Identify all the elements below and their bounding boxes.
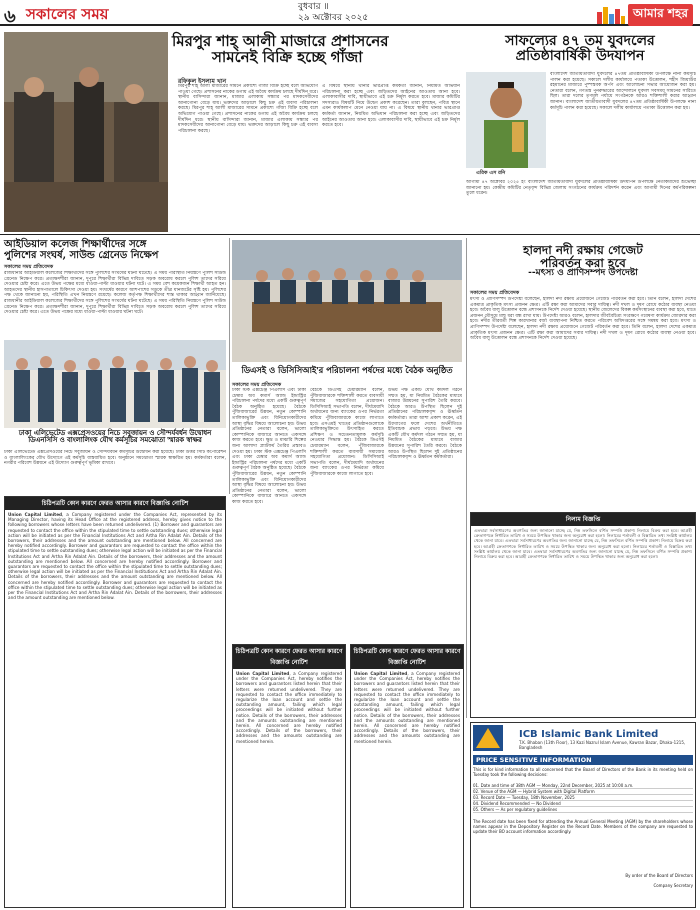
legal-notice-3-body: Union Capital Limited, a Company registered under the Companies Act, hereby notifies the borrowers and guarantors listed herein that their letters were returned undelivered. They are requested to contact the office immediately to regularize the loan account and settle the outstanding amount, failing which legal proceedings will be initiated without further notice. Details of the borrowers, their addresses and the amounts outstanding are mentioned herein. All concerned are hereby notified accordingly. Details of the borrowers, their addresses and the amounts outstanding are mentioned herein. <box>354 671 460 744</box>
legal-notice-1 <box>4 496 226 908</box>
dhaka-elevated-headline-line-2: ডিএনসিসি ও বাংলালিংক যৌথ কর্মসূচির সমঝোতা স্মারক স্বাক্ষর <box>28 436 202 445</box>
dse-meeting-body-col-1: ঢাকা স্টক এক্সচেঞ্জ পিএলসি এবং ঢাকা চেম্বার অব কমার্স অ্যান্ড ইন্ডাস্ট্রির পরিচালনা পর্ষদের মধ্যে একটি গুরুত্বপূর্ণ বৈঠক অনুষ্ঠিত হয়েছে। বৈঠকে পুঁজিবাজারের উন্নয়ন, নতুন কোম্পানি তালিকাভুক্তি এবং বিনিয়োগকারীদের আস্থা বৃদ্ধির বিষয়ে আলোচনা হয়। উভয় প্রতিষ্ঠানের নেতারা বলেন, ভালো কোম্পানিকে বাজারে আনতে একসঙ্গে কাজ করতে হবে। ক্ষুদ্র ও মাঝারি শিল্পের জন্য আলাদা প্ল্যাটফর্ম তৈরির প্রস্তাবও দেওয়া হয়। ঢাকা স্টক এক্সচেঞ্জ পিএলসি এবং ঢাকা চেম্বার অব কমার্স অ্যান্ড ইন্ডাস্ট্রির পরিচালনা পর্ষদের মধ্যে একটি গুরুত্বপূর্ণ বৈঠক অনুষ্ঠিত হয়েছে। বৈঠকে পুঁজিবাজারের উন্নয়ন, নতুন কোম্পানি তালিকাভুক্তি এবং বিনিয়োগকারীদের আস্থা বৃদ্ধির বিষয়ে আলোচনা হয়। উভয় প্রতিষ্ঠানের নেতারা বলেন, ভালো কোম্পানিকে বাজারে আনতে একসঙ্গে কাজ করতে হবে। <box>232 388 306 505</box>
dateline <box>298 2 368 24</box>
halda-body: মৎস্য ও প্রাণিসম্পদ উপদেষ্টা বলেছেন, হালদা নদী রক্ষায় প্রয়োজনে গেজেট পরিবর্তন করা হবে। তিনি বলেন, হালদা দেশের একমাত্র প্রাকৃতিক মৎস্য প্রজনন ক্ষেত্র। এটি রক্ষা করা আমাদের সবার দায়িত্ব। নদী দখল ও দূষণ রোধে কঠোর ব্যবস্থা নেওয়া হবে। অবৈধ বালু উত্তোলন বন্ধে প্রশাসনকে নির্দেশ দেওয়া হয়েছে। স্থানীয় জেলেদের বিকল্প কর্মসংস্থানের ব্যবস্থা করা হবে, যাতে প্রজনন মৌসুমে মাছ ধরা বন্ধ রাখা যায়। উপদেষ্টা আরও বলেন, হালদার জীববৈচিত্র্য সংরক্ষণে গবেষণা কার্যক্রম জোরদার করা হবে। নদীর তীরবর্তী শিল্প কারখানার বর্জ্য ব্যবস্থাপনা নিশ্চিত করতে পরিবেশ অধিদপ্তরের সঙ্গে সমন্বয় করা হবে। মৎস্য ও প্রাণিসম্পদ উপদেষ্টা বলেছেন, হালদা নদী রক্ষায় প্রয়োজনে গেজেট পরিবর্তন করা হবে। তিনি বলেন, হালদা দেশের একমাত্র প্রাকৃতিক মৎস্য প্রজনন ক্ষেত্র। এটি রক্ষা করা আমাদের সবার দায়িত্ব। নদী দখল ও দূষণ রোধে কঠোর ব্যবস্থা নেওয়া হবে। অবৈধ বালু উত্তোলন বন্ধে প্রশাসনকে নির্দেশ দেওয়া হয়েছে। <box>470 297 696 342</box>
icb-reason: The Record date has been fixed for attending the Annual General Meeting (AGM) by the shareholders whose names appear in the Depository Register on the Record Date. Members of the company are requested to update their BO account information accordingly. <box>473 819 693 834</box>
icb-price-sensitive-title: PRICE SENSITIVE INFORMATION <box>473 755 693 765</box>
mazar-photo <box>4 32 168 232</box>
legal-notice-2 <box>232 644 346 908</box>
jubodal-photo-caption: এরিক এস রনি <box>476 170 506 176</box>
city-skyline-icon <box>596 4 626 24</box>
dse-meeting-photo <box>232 240 462 362</box>
jubodal-body-col-1: বাংলাদেশ জাতীয়তাবাদী যুবদলের ৪৭তম প্রতিষ্ঠাবার্ষিকী উপলক্ষে নানা কর্মসূচি পালন করা হয়েছে। সকালে দলীয় কার্যালয়ে পতাকা উত্তোলন, শহীদ জিয়াউর রহমানের মাজারে পুষ্পস্তবক অর্পণ এবং আলোচনা সভার আয়োজন করা হয়। নেতারা বলেন, গণতন্ত্র পুনরুদ্ধারের আন্দোলনে যুবদল সবসময় সামনের সারিতে ছিল। তারা দলের তৃণমূল পর্যায়ে সংগঠনকে আরও শক্তিশালী করার আহ্বান জানান। বাংলাদেশ জাতীয়তাবাদী যুবদলের ৪৭তম প্রতিষ্ঠাবার্ষিকী উপলক্ষে নানা কর্মসূচি পালন করা হয়েছে। সকালে দলীয় কার্যালয়ে পতাকা উত্তোলন করা হয়। <box>550 72 696 111</box>
legal-notice-1-body: Union Capital Limited, a Company registered under the Companies Act, represented by its Managing Director, having its Head Office at the registered address, hereby gives notice to the following borrowers whose letters have been returned undelivered. (1) Borrower and guarantors are requested to contact the office within the stipulated time to settle outstanding dues; otherwise legal action will be initiated as per the Financial Institutions Act and Artha Rin Adalat Ain. Details of the borrowers, their addresses and the amount outstanding are mentioned below. All concerned are hereby notified accordingly. Borrower and guarantors are requested to contact the office within the stipulated time to settle outstanding dues; otherwise legal action will be initiated as per the Financial Institutions Act and Artha Rin Adalat Ain. Details of the borrowers, their addresses and the amount outstanding are mentioned below. All concerned are hereby notified accordingly. Borrower and guarantors are requested to contact the office within the stipulated time to settle outstanding dues; otherwise legal action will be initiated as per the Financial Institutions Act and Artha Rin Adalat Ain. Details of the borrowers, their addresses and the amount outstanding are mentioned below. All concerned are hereby notified accordingly. Borrower and guarantors are requested to contact the office within the stipulated time to settle outstanding dues; otherwise legal action will be initiated as per the Financial Institutions Act and Artha Rin Adalat Ain. Details of the borrowers, their addresses and the amount outstanding are mentioned below. <box>8 512 222 601</box>
jubodal-body-col-2: আগামী ৪৭ অক্টোবর ২০২৫ ইং বাংলাদেশ জাতীয়তাবাদী যুবদলের প্রতিষ্ঠাবার্ষিকী উদযাপন উপলক্ষে নেতাকর্মীদের শুভেচ্ছা জানানো হয়। কেন্দ্রীয় কমিটির নেতৃবৃন্দ বিভিন্ন জেলায় সংগঠনের কার্যক্রম পরিদর্শন করেন এবং আগামী দিনের কর্মপরিকল্পনা তুলে ধরেন। <box>466 180 696 197</box>
page-number: ৬ <box>4 6 16 27</box>
icb-intro: This is for kind information to all concerned that the Board of Directors of the Bank in its meeting held on Tuesday took the following decisions: <box>473 767 693 777</box>
mazar-photo-image <box>4 32 168 232</box>
signing-ceremony-image <box>4 340 226 428</box>
auction-notice-right <box>470 512 696 718</box>
dhaka-elevated-headline <box>4 430 226 444</box>
halda-headline-line-1: হালদা নদী রক্ষায় গেজেট <box>523 243 643 257</box>
legal-notice-1-heading: চিঠিপত্রটি কোন কারণে ফেরত আসার কারণে বিজ্ঞাপ্তি নোটিশ <box>5 497 225 510</box>
masthead <box>0 0 700 26</box>
section-logo <box>596 2 696 24</box>
dse-meeting-byline: সকালের সময় প্রতিবেদক <box>232 382 282 388</box>
dateline-date: ২৯ অক্টোবর ২০২৫ <box>298 13 369 23</box>
ideal-college-headline-line-2: পুলিশের সংঘর্ষ, সাউন্ড গ্রেনেড নিক্ষেপ <box>4 249 159 261</box>
mazar-headline-line-2: সামনেই বিক্রি হচ্ছে গাঁজা <box>212 47 363 66</box>
halda-headline <box>470 244 696 279</box>
icb-price-sensitive-notice <box>470 722 696 908</box>
jubodal-headline-line-2: প্রতিষ্ঠাবার্ষিকী উদযাপন <box>515 47 645 64</box>
halda-headline-line-3: --মৎস্য ও প্রাণিসম্পদ উপদেষ্টা <box>528 268 638 279</box>
icb-bank-logo-icon <box>473 725 503 751</box>
jubodal-photo <box>466 72 546 168</box>
icb-row-1: 01. Date and time of 38th AGM — Monday, 22nd December, 2025 at 10:00 a.m. <box>473 783 693 789</box>
column-divider-2 <box>466 238 467 718</box>
icb-row-2: 02. Venue of the AGM — Hybrid System with Digital Platform <box>473 789 693 795</box>
dateline-day: বুধবার ॥ <box>298 2 329 12</box>
mazar-body-col-1: মিরপুর শাহ্ আলী মাজারের সামনে প্রকাশ্যে গাঁজা বিক্রি হচ্ছে বলে অভিযোগ পাওয়া গেছে। প্রশাসনের নাকের ডগায় এই অবৈধ কার্যক্রম চলছে দীর্ঘদিন ধরে। স্থানীয় বাসিন্দারা জানান, মাজার এলাকায় সন্ধ্যার পর মাদকসেবীদের আনাগোনা বেড়ে যায়। ভক্তদের আড়ালে কিছু চক্র এই ব্যবসা পরিচালনা করছে। মিরপুর শাহ্ আলী মাজারের সামনে প্রকাশ্যে গাঁজা বিক্রি হচ্ছে বলে অভিযোগ পাওয়া গেছে। প্রশাসনের নাকের ডগায় এই অবৈধ কার্যক্রম চলছে দীর্ঘদিন ধরে। স্থানীয় বাসিন্দারা জানান, মাজার এলাকায় সন্ধ্যার পর মাদকসেবীদের আনাগোনা বেড়ে যায়। ভক্তদের আড়ালে কিছু চক্র এই ব্যবসা পরিচালনা করছে। <box>178 84 318 134</box>
dse-meeting-body-col-2: বৈঠকে ডিএসই চেয়ারম্যান বলেন, পুঁজিবাজারকে শক্তিশালী করতে ব্যবসায়ী সমাজের সহযোগিতা প্রয়োজন। ডিসিসিআই সভাপতি বলেন, দীর্ঘমেয়াদি অর্থায়নের জন্য ব্যাংকের ওপর নির্ভরতা কমিয়ে পুঁজিবাজারকে কাজে লাগাতে হবে। এসএমই খাতের প্রতিষ্ঠানগুলোকে তালিকাভুক্তিতে উৎসাহিত করতে প্রশিক্ষণ ও সচেতনতামূলক কর্মসূচি নেওয়ার সিদ্ধান্ত হয়। বৈঠকে ডিএসই চেয়ারম্যান বলেন, পুঁজিবাজারকে শক্তিশালী করতে ব্যবসায়ী সমাজের সহযোগিতা প্রয়োজন। ডিসিসিআই সভাপতি বলেন, দীর্ঘমেয়াদি অর্থায়নের জন্য ব্যাংকের ওপর নির্ভরতা কমিয়ে পুঁজিবাজারকে কাজে লাগাতে হবে। <box>310 388 384 477</box>
ideal-college-byline: সকালের সময় প্রতিবেদক <box>4 264 54 270</box>
legal-notice-2-company: Union Capital Limited <box>236 671 290 676</box>
dhaka-elevated-headline-line-1: ঢাকা এলিভেটেড এক্সপ্রেসওয়ের নিচে সবুজায়ন ও সৌন্দর্যবর্ধন উদ্বোধন <box>18 429 212 437</box>
mazar-headline-line-1: মিরপুর শাহ্ আলী মাজারে প্রশাসনের <box>172 32 389 50</box>
halda-headline-line-2: পরিবর্তন করা হবে <box>540 255 626 270</box>
jubodal-headline <box>464 34 696 63</box>
ideal-college-headline-line-1: আইডিয়াল কলেজ শিক্ষার্থীদের সঙ্গে <box>4 239 147 250</box>
icb-row-4: 04. Dividend Recommended — No Dividend <box>473 801 693 807</box>
mazar-byline: রফিকুল ইসলাম খান <box>178 78 227 85</box>
section-name: আমার শহর <box>628 4 693 26</box>
legal-notice-1-company: Union Capital Limited <box>8 512 63 517</box>
icb-row-5: 05. Others — As per regulatory guidelines <box>473 807 693 813</box>
halda-byline: সকালের সময় প্রতিবেদক <box>470 290 520 296</box>
jubodal-headline-line-1: সাফল্যের ৪৭ তম যুবদলের <box>505 33 655 49</box>
dse-meeting-body-col-3: উভয় পক্ষ একটি যৌথ কর্মদল গঠনে সম্মত হয়, যা নিয়মিত বৈঠকের মাধ্যমে বাজার উন্নয়নের সুপারিশ তৈরি করবে। বৈঠকে আরও উপস্থিত ছিলেন দুই প্রতিষ্ঠানের পরিচালকবৃন্দ ও ঊর্ধ্বতন কর্মকর্তারা। তারা আশা প্রকাশ করেন, এই উদ্যোগের ফলে দেশের অর্থনীতিতে ইতিবাচক প্রভাব পড়বে। উভয় পক্ষ একটি যৌথ কর্মদল গঠনে সম্মত হয়, যা নিয়মিত বৈঠকের মাধ্যমে বাজার উন্নয়নের সুপারিশ তৈরি করবে। বৈঠকে আরও উপস্থিত ছিলেন দুই প্রতিষ্ঠানের পরিচালকবৃন্দ ও ঊর্ধ্বতন কর্মকর্তারা। <box>388 388 462 461</box>
paper-name: সকালের সময় <box>26 5 109 23</box>
icb-bank-name: ICB Islamic Bank Limited <box>519 729 659 740</box>
icb-bank-address: T.K. Bhaban (13th Floor), 13 Kazi Nazrul Islam Avenue, Kawran Bazar, Dhaka-1215, Bangladesh <box>519 740 686 750</box>
dhaka-elevated-photo <box>4 340 226 428</box>
legal-notice-2-body: Union Capital Limited, a Company registered under the Companies Act, hereby notifies the borrowers and guarantors listed herein that their letters were returned undelivered. They are requested to contact the office immediately to regularize the loan account and settle the outstanding amount, failing which legal proceedings will be initiated without further notice. Details of the borrowers, their addresses and the amounts outstanding are mentioned herein. All concerned are hereby notified accordingly. Details of the borrowers, their addresses and the amounts outstanding are mentioned herein. <box>236 671 342 744</box>
legal-notice-3-heading: চিঠিপত্রটি কোন কারণে ফেরত আসার কারণে বিজ্ঞাপ্তি নোটিশ <box>351 645 463 669</box>
dse-meeting-headline: ডিএসই ও ডিসিসিআই'র পরিচালনা পর্ষদের মধ্যে বৈঠক অনুষ্ঠিত <box>241 365 453 375</box>
ideal-college-body: রাজধানীর আইডিয়াল কলেজের শিক্ষার্থীদের সঙ্গে পুলিশের সংঘর্ষের ঘটনা ঘটেছে। এ সময় পরিস্থিতি নিয়ন্ত্রণে পুলিশ সাউন্ড গ্রেনেড নিক্ষেপ করে। প্রত্যক্ষদর্শীরা জানান, দুপুরে শিক্ষার্থীরা বিভিন্ন দাবিতে সড়ক অবরোধ করলে পুলিশ তাদের সরিয়ে দেওয়ার চেষ্টা করে। এতে উভয় পক্ষের মধ্যে ধাওয়া-পাল্টা ধাওয়ার ঘটনা ঘটে। এ সময় বেশ কয়েকজন শিক্ষার্থী আহত হন। আহতদের স্থানীয় হাসপাতালে চিকিৎসা দেওয়া হয়। সংঘর্ষের কারণে আশপাশের সড়কে তীব্র যানজটের সৃষ্টি হয়। পুলিশের পক্ষ থেকে জানানো হয়, পরিস্থিতি এখন নিয়ন্ত্রণে রয়েছে। কলেজ কর্তৃপক্ষ শিক্ষার্থীদের শান্ত থাকার আহ্বান জানিয়েছে। রাজধানীর আইডিয়াল কলেজের শিক্ষার্থীদের সঙ্গে পুলিশের সংঘর্ষের ঘটনা ঘটেছে। এ সময় পরিস্থিতি নিয়ন্ত্রণে পুলিশ সাউন্ড গ্রেনেড নিক্ষেপ করে। প্রত্যক্ষদর্শীরা জানান, দুপুরে শিক্ষার্থীরা বিভিন্ন দাবিতে সড়ক অবরোধ করলে পুলিশ তাদের সরিয়ে দেওয়ার চেষ্টা করে। এতে উভয় পক্ষের মধ্যে ধাওয়া-পাল্টা ধাওয়ার ঘটনা ঘটে। <box>4 271 226 316</box>
jubodal-portrait-image <box>466 72 546 168</box>
auction-notice-title: নিলাম বিজ্ঞপ্তি <box>471 513 695 526</box>
icb-by-order: By order of the Board of Directors <box>625 873 693 878</box>
section-divider-1 <box>0 234 700 235</box>
dhaka-elevated-body: ঢাকা এলিভেটেড এক্সপ্রেসওয়ের নিচে সবুজায়ন ও সৌন্দর্যবর্ধন কর্মসূচির উদ্বোধন করা হয়েছে। ঢাকা উত্তর সিটি কর্পোরেশন ও বাংলালিংকের যৌথ উদ্যোগে এই কর্মসূচি বাস্তবায়িত হবে। অনুষ্ঠানে সমঝোতা স্মারক স্বাক্ষরিত হয়। কর্মকর্তারা বলেন, নগরীর পরিবেশ উন্নয়নে এই উদ্যোগ গুরুত্বপূর্ণ ভূমিকা রাখবে। <box>4 450 226 467</box>
column-divider-1 <box>229 238 230 494</box>
legal-notice-3 <box>350 644 464 908</box>
legal-notice-2-heading: চিঠিপত্রটি কোন কারণে ফেরত আসার কারণে বিজ্ঞাপ্তি নোটিশ <box>233 645 345 669</box>
icb-signatory: Company Secretary <box>653 883 693 888</box>
mazar-headline <box>172 34 462 66</box>
board-meeting-image <box>232 240 462 362</box>
mazar-body-col-2: এ বিষয়ে স্থানীয় থানার ভারপ্রাপ্ত কর্মকর্তা জানান, নিয়মিত অভিযান পরিচালনা করা হচ্ছে এবং জড়িতদের আইনের আওতায় আনা হবে। এলাকাবাসীর দাবি, স্থায়ীভাবে এই চক্র নির্মূল করতে হবে। মাজার কমিটির সদস্যরাও বিষয়টি নিয়ে উদ্বেগ প্রকাশ করেছেন। তারা বলছেন, পবিত্র স্থানে এমন কার্যকলাপ মেনে নেওয়া যায় না। এ বিষয়ে স্থানীয় থানার ভারপ্রাপ্ত কর্মকর্তা জানান, নিয়মিত অভিযান পরিচালনা করা হচ্ছে এবং জড়িতদের আইনের আওতায় আনা হবে। এলাকাবাসীর দাবি, স্থায়ীভাবে এই চক্র নির্মূল করতে হবে। <box>322 84 460 129</box>
ideal-college-headline <box>4 240 224 261</box>
auction-notice-body: এতদ্বারা সর্বসাধারণের অবগতির জন্য জানানো যাচ্ছে যে, নিম্ন তফসিলে বর্ণিত সম্পত্তি প্রকাশ্য নিলামে বিক্রয় করা হবে। আগ্রহী ক্রেতাগণকে নির্ধারিত তারিখ ও সময়ে উপস্থিত থাকার জন্য অনুরোধ করা হলো। নিলামের শর্তাবলী ও বিস্তারিত তথ্য সংশ্লিষ্ট কার্যালয় থেকে জানা যাবে। এতদ্বারা সর্বসাধারণের অবগতির জন্য জানানো যাচ্ছে যে, নিম্ন তফসিলে বর্ণিত সম্পত্তি প্রকাশ্য নিলামে বিক্রয় করা হবে। আগ্রহী ক্রেতাগণকে নির্ধারিত তারিখ ও সময়ে উপস্থিত থাকার জন্য অনুরোধ করা হলো। নিলামের শর্তাবলী ও বিস্তারিত তথ্য সংশ্লিষ্ট কার্যালয় থেকে জানা যাবে। এতদ্বারা সর্বসাধারণের অবগতির জন্য জানানো যাচ্ছে যে, নিম্ন তফসিলে বর্ণিত সম্পত্তি প্রকাশ্য নিলামে বিক্রয় করা হবে। আগ্রহী ক্রেতাগণকে নির্ধারিত তারিখ ও সময়ে উপস্থিত থাকার জন্য অনুরোধ করা হলো। <box>474 528 692 560</box>
icb-row-3: 03. Record Date — Tuesday, 18th November, 2025 <box>473 795 693 801</box>
legal-notice-3-company: Union Capital Limited <box>354 671 408 676</box>
